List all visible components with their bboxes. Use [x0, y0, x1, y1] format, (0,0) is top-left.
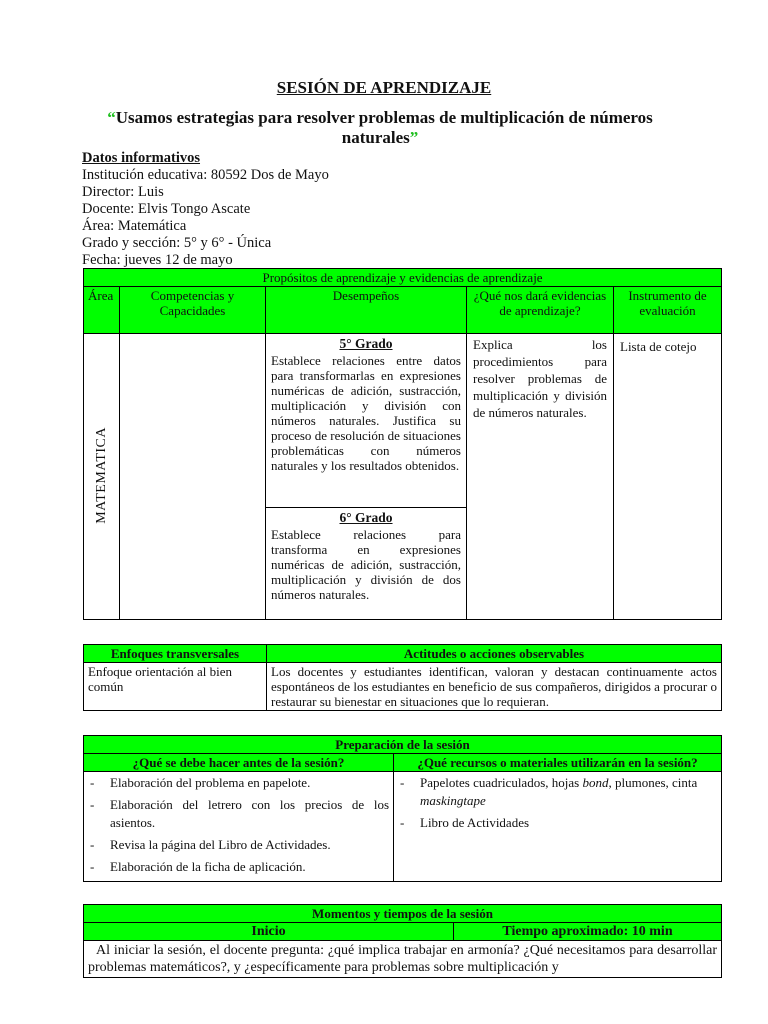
col-evidencias: ¿Qué nos dará evidencias de aprendizaje? [467, 287, 614, 334]
list-item: - Elaboración de la ficha de aplicación. [88, 858, 389, 876]
info-heading: Datos informativos [82, 150, 201, 166]
close-quote: ” [409, 128, 419, 147]
evidence-cell: Explica los procedimientos para resolver problemas de multiplicación y división de números naturales. [467, 334, 614, 620]
purposes-table [83, 268, 722, 620]
momentos-table [83, 904, 722, 978]
list-item: - Revisa la página del Libro de Actividades. [88, 836, 389, 854]
momentos-text: Al iniciar la sesión, el docente pregunta: ¿qué implica trabajar en armonía? ¿Qué necesitamos para desarrollar problemas matemáticos?, y ¿específicamente para problemas sobre multiplicación y [84, 941, 722, 978]
list-item: - Elaboración del problema en papelote. [88, 774, 389, 792]
list-item: - Libro de Actividades [398, 814, 717, 832]
grade6-text: Establece relaciones para transforma en expresiones numéricas de adición, sustracción, multiplicación y división de dos números naturales. [271, 527, 461, 602]
momentos-header: Momentos y tiempos de la sesión [84, 905, 722, 923]
list-item [398, 774, 717, 810]
preparacion-col2: ¿Qué recursos o materiales utilizarán en la sesión? [394, 754, 722, 772]
grade6-title: 6° Grado [339, 510, 393, 525]
area-cell [84, 334, 120, 620]
list-item: - Elaboración del letrero con los precios de los asientos. [88, 796, 389, 832]
inicio-label: Inicio [84, 923, 454, 941]
enfoques-col1: Enfoques transversales [84, 645, 267, 663]
grade5-text: Establece relaciones entre datos para transformarlas en expresiones numéricas de adición, sustracción, multiplicación y división con números naturales. Justifica su proceso de resolución de situaciones problemáticas con números naturales y los resultados obtenidos. [271, 353, 461, 473]
preparacion-table [83, 735, 722, 882]
competencias-cell [120, 334, 266, 620]
grade5-title: 5° Grado [339, 336, 393, 351]
purposes-header: Propósitos de aprendizaje y evidencias de aprendizaje [84, 269, 722, 287]
preparacion-col1: ¿Qué se debe hacer antes de la sesión? [84, 754, 394, 772]
antes-list [88, 774, 389, 876]
enfoques-table [83, 644, 722, 711]
subtitle-text: Usamos estrategias para resolver problemas de multiplicación de números naturales [115, 108, 653, 147]
actitud-cell: Los docentes y estudiantes identifican, valoran y destacan continuamente actos espontáneos de los estudiantes en beneficio de sus compañeros, dirigidos a procurar o restaurar su bienestar en situaciones que lo requieran. [267, 663, 722, 711]
info-line-area: Área: Matemática [82, 218, 187, 234]
recursos-list [398, 774, 717, 832]
recurso-text: , plumones, cinta [608, 775, 698, 790]
info-block [82, 150, 329, 269]
antes-cell [84, 772, 394, 882]
recursos-cell [394, 772, 722, 882]
grade6-cell [266, 508, 467, 620]
instrument-cell: Lista de cotejo [614, 334, 722, 620]
info-line-teacher: Docente: Elvis Tongo Ascate [82, 201, 251, 217]
tiempo-label: Tiempo aproximado: 10 min [454, 923, 722, 941]
col-competencias: Competencias y Capacidades [120, 287, 266, 334]
page-title: SESIÓN DE APRENDIZAJE [276, 78, 492, 97]
recurso-text-italic: bond [582, 775, 609, 790]
info-line-date: Fecha: jueves 12 de mayo [82, 252, 233, 268]
recurso-text-italic: maskingtape [420, 793, 486, 808]
col-desempenos: Desempeños [266, 287, 467, 334]
preparacion-header: Preparación de la sesión [84, 736, 722, 754]
grade5-cell [266, 334, 467, 508]
info-line-institution: Institución educativa: 80592 Dos de Mayo [82, 167, 329, 183]
session-subtitle [100, 108, 660, 148]
enfoques-col2: Actitudes o acciones observables [267, 645, 722, 663]
info-line-grade: Grado y sección: 5° y 6° - Única [82, 235, 272, 251]
col-instrumento: Instrumento de evaluación [614, 287, 722, 334]
enfoque-cell: Enfoque orientación al bien común [84, 663, 267, 711]
col-area: Área [84, 287, 120, 334]
open-quote: “ [107, 108, 116, 127]
recurso-text: Papelotes cuadriculados, hojas [420, 775, 583, 790]
area-vertical-label: MATEMATICA [94, 426, 109, 524]
info-line-director: Director: Luis [82, 184, 164, 200]
